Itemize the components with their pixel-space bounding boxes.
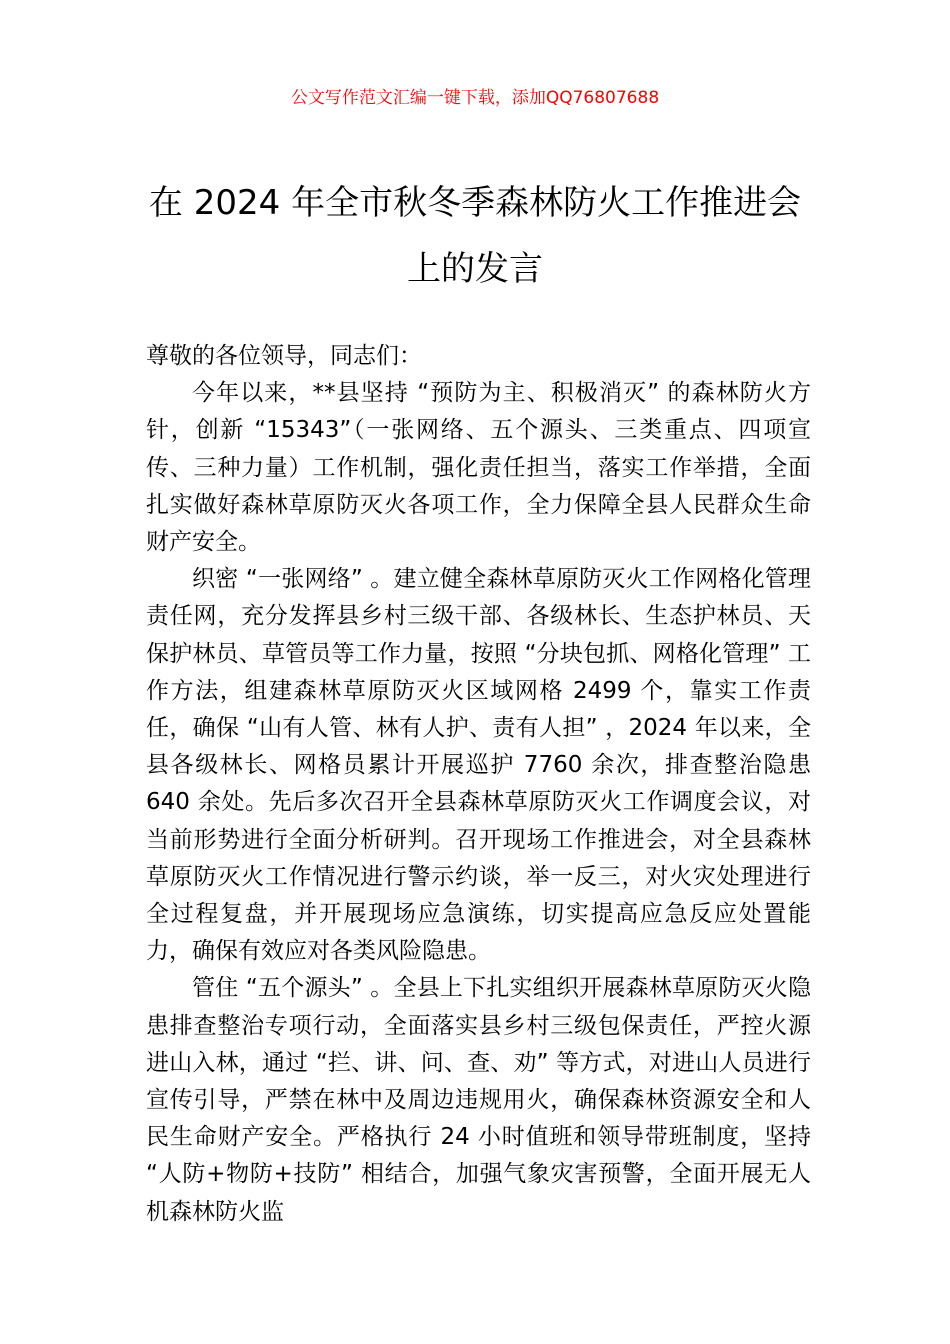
download-banner: 公文写作范文汇编一键下载，添加QQ76807688 <box>290 88 660 108</box>
document-body <box>146 338 811 1231</box>
salutation: 尊敬的各位领导，同志们： <box>146 343 422 369</box>
paragraph-intro: 今年以来，**县坚持 “预防为主、积极消灭” 的森林防火方针，创新 “15343”（一张网络、五个源头、三类重点、四项宣传、三种力量）工作机制，强化责任担当，落实工作举措，全面扎实做好森林草原防灭火各项工作，全力保障全县人民群众生命财产安全。 <box>146 380 811 556</box>
title-line-1: 在 2024 年全市秋冬季森林防火工作推进会 <box>148 183 802 223</box>
paragraph-sources: 管住 “五个源头” 。全县上下扎实组织开展森林草原防灭火隐患排查整治专项行动，全面落实县乡村三级包保责任，严控火源进山入林，通过 “拦、讲、问、查、劝” 等方式，对进山人员进行宣传引导，严禁在林中及周边违规用火，确保森林资源安全和人民生命财产安全。严格执行 24 小时值班和领导带班制度，坚持 “人防+物防+技防” 相结合，加强气象灾害预警，全面开展无人机森林防火监 <box>146 975 811 1225</box>
title-line-2: 上的发言 <box>407 249 543 289</box>
paragraph-network: 织密 “一张网络” 。建立健全森林草原防灭火工作网格化管理责任网，充分发挥县乡村三级干部、各级林长、生态护林员、天保护林员、草管员等工作力量，按照 “分块包抓、网格化管理” 工作方法，组建森林草原防灭火区域网格 2499 个，靠实工作责任，确保 “山有人管、林有人护、责有人担” ，2024 年以来，全县各级林长、网格员累计开展巡护 7760 余次，排查整治隐患 640 余处。先后多次召开全县森林草原防灭火工作调度会议，对当前形势进行全面分析研判。召开现场工作推进会，对全县森林草原防灭火工作情况进行警示约谈，举一反三，对火灾处理进行全过程复盘，并开展现场应急演练，切实提高应急反应处置能力，确保有效应对各类风险隐患。 <box>146 566 811 965</box>
document-title <box>110 170 840 302</box>
